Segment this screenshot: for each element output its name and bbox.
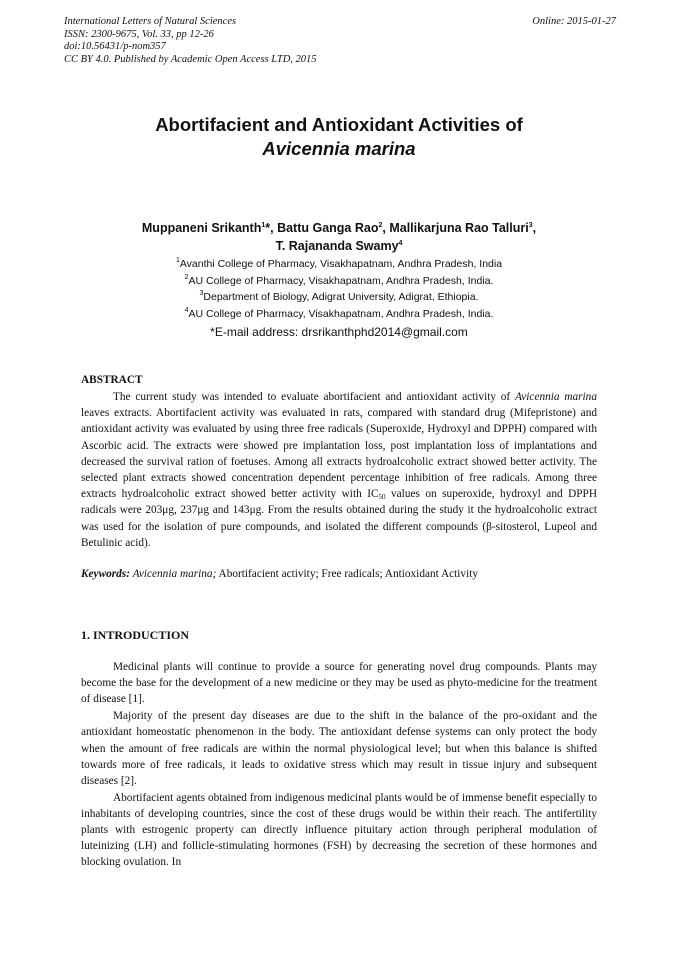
author-name: Muppaneni Srikanth (141, 221, 262, 235)
affiliation-text: AU College of Pharmacy, Visakhapatnam, Andhra Pradesh, India. (188, 307, 494, 320)
online-date: Online: 2015-01-27 (532, 16, 616, 27)
affiliation-sup: 4 (184, 306, 189, 314)
affiliation-sup: 1 (175, 257, 180, 264)
species-name: Avicennia marina (515, 391, 597, 403)
affiliation (0, 289, 678, 306)
title-line-2: Avicennia marina (262, 138, 416, 159)
abstract-heading: ABSTRACT (81, 374, 143, 386)
journal-header (64, 16, 616, 66)
keywords-list: Abortifacient activity; Free radicals; Antioxidant Activity (216, 568, 478, 580)
author-name: T. Rajananda Swamy (275, 239, 399, 253)
affiliation-text: Department of Biology, Adigrat University, Adigrat, Ethiopia. (203, 291, 479, 303)
title-line-1: Abortifacient and Antioxidant Activities of (155, 114, 523, 135)
journal-doi: doi:10.56431/p-nom357 (64, 41, 166, 52)
email-address[interactable]: *E-mail address: drsrikanthphd2014@gmail.com (210, 325, 468, 339)
author-list (0, 219, 678, 255)
author-separator: *, (265, 221, 278, 235)
paragraph: Abortifacient agents obtained from indigenous medicinal plants would be of immense benefit especially to inhabitants of developing countries, since the cost of these drugs would be within their reach. The antifertility plants with estrogenic property can directly influence pituitary action through peripheral modulation of luteinizing (LH) and follicle-stimulating hormones (FSH) by decreasing the secretion of these hormones and blocking ovulation. In (81, 791, 597, 869)
abstract-text: The current study was intended to evaluate abortifacient and antioxidant activity of (113, 391, 515, 403)
keyword-species: Avicennia marina; (129, 568, 217, 580)
author-sup: 3 (528, 222, 533, 229)
introduction-body (81, 659, 597, 871)
introduction-heading: 1. INTRODUCTION (81, 628, 190, 642)
paragraph: Medicinal plants will continue to provide a source for generating novel drug compounds. Plants may become the base for the development of a new medicine or they may be used as phyto-medicine for the treatment of disease [1]. (81, 661, 597, 706)
affiliation-text: Avanthi College of Pharmacy, Visakhapatnam, Andhra Pradesh, India (179, 258, 503, 270)
abstract-body (81, 389, 597, 551)
author-sup: 2 (378, 222, 383, 229)
affiliation-sup: 2 (184, 273, 189, 281)
paragraph: Majority of the present day diseases are due to the shift in the balance of the pro-oxidant and the antioxidant homeostatic phenomenon in the body. The antioxidant defense systems can only protect the body when the amount of free radicals are within the normal physiological level; but when this balance is shifted towards more of free radicals, it leads to oxidative stress which may result in tissue injury and subsequent diseases [2]. (81, 710, 597, 787)
journal-issn: ISSN: 2300-9675, Vol. 33, pp 12-26 (64, 28, 214, 40)
author-name: Mallikarjuna Rao Talluri (389, 221, 529, 235)
journal-license: CC BY 4.0. Published by Academic Open Access LTD, 2015 (64, 53, 317, 65)
affiliation-text: AU College of Pharmacy, Visakhapatnam, Andhra Pradesh, India. (188, 274, 494, 287)
author-sup: 1 (261, 222, 266, 229)
affiliation (0, 273, 678, 290)
abstract-text: leaves extracts. Abortifacient activity was evaluated in rats, compared with standard drug (Mifepristone) and antioxidant activity was evaluated by using three free radicals (Superoxide, Hydroxyl and DPPH) compared with Ascorbic acid. The extracts were showed pre implantation loss, post implantation loss of implantations and decreased the survival ration of foetuses. Among all extracts hydroalcoholic extract showed better activity. The selected plant extracts showed concentration dependent percentage inhibition of free radicals. Among three extracts hydroalcoholic extract showed better activity with IC (81, 407, 597, 501)
affiliation-list (0, 256, 678, 322)
author-sup: 4 (398, 240, 403, 247)
journal-name: International Letters of Natural Sciences (64, 16, 237, 27)
author-separator: , (382, 221, 390, 235)
ic-subscript: 50 (378, 493, 386, 502)
affiliation-sup: 3 (199, 290, 204, 297)
affiliation (0, 256, 678, 273)
paper-title (0, 113, 678, 161)
keywords-label: Keywords: (81, 568, 130, 580)
affiliation (0, 306, 678, 323)
abstract-text: values on superoxide, hydroxyl and DPPH radicals were 203μg, 237μg and 143μg. From the results obtained during the study it the hydroalcoholic extract was used for the isolation of pure compounds, and isolated the different compounds (β-sitosterol, Lupeol and Betulinic acid). (81, 488, 597, 549)
keywords (81, 566, 597, 582)
author-separator: , (532, 221, 537, 235)
author-name: Battu Ganga Rao (277, 221, 379, 235)
